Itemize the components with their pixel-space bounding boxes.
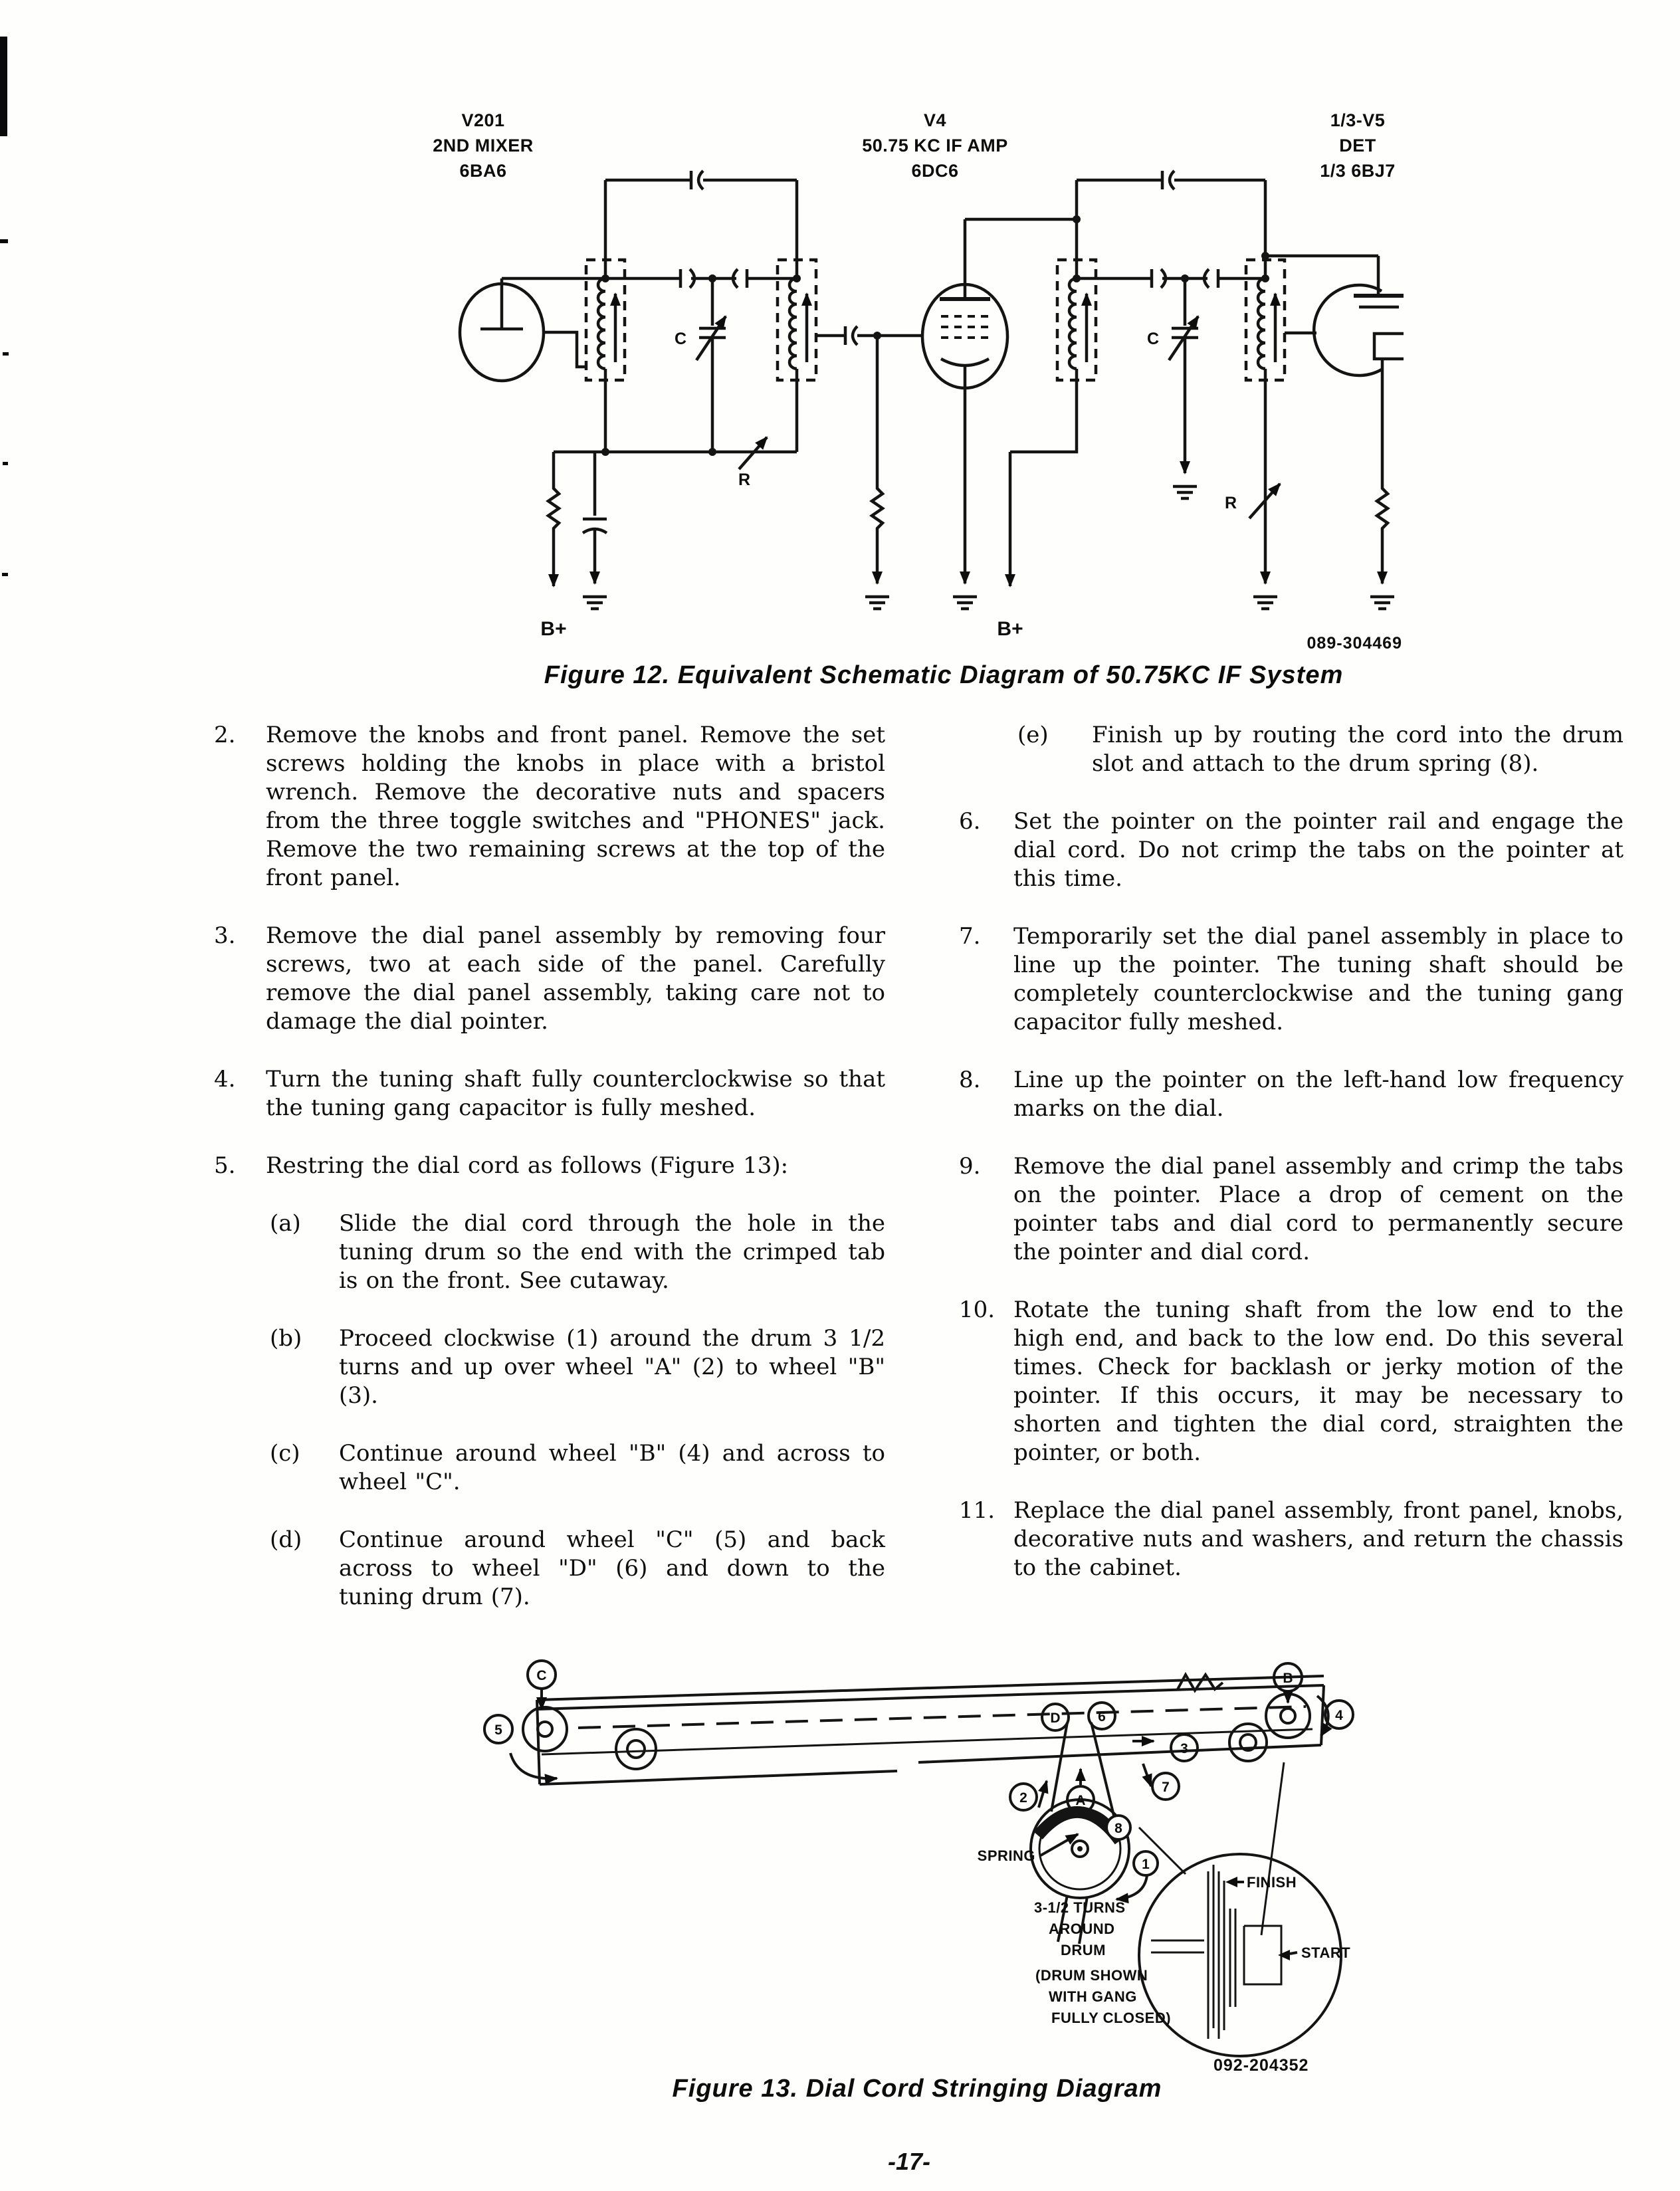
- callout-5: 5: [494, 1722, 502, 1738]
- tube-label-v201: 2ND MIXER: [433, 136, 534, 156]
- callout-2: 2: [1019, 1790, 1027, 1806]
- scan-artifact-mark: [3, 352, 9, 356]
- step-text: Remove the knobs and front panel. Remove the set screws holding the knobs in place with a bristol wrench. Remove the decorative nuts and spacers from the three toggle switches and "PHONES" jack. Remove the two remaining screws at the top of the front panel.: [266, 722, 885, 891]
- resistor-label: R: [1224, 494, 1237, 512]
- figure12-code: 089-304469: [1307, 634, 1402, 651]
- figure12-schematic: [399, 100, 1489, 651]
- ground-icon: [583, 597, 607, 609]
- scan-artifact-bar: [0, 37, 7, 136]
- step-number: 3.: [214, 922, 236, 949]
- coil-icon: [789, 278, 797, 369]
- substep-letter: (b): [270, 1325, 302, 1352]
- callout-7: 7: [1162, 1780, 1170, 1795]
- bplus-label: B+: [997, 618, 1023, 640]
- spring-label: SPRING: [977, 1847, 1035, 1864]
- instruction-step: [959, 922, 1624, 1037]
- step-number: 8.: [959, 1067, 981, 1093]
- substep-text: Proceed clockwise (1) around the drum 3 1/2 turns and up over wheel "A" (2) to wheel "B" (3).: [339, 1325, 885, 1409]
- tube-label-v5: 1/3 6BJ7: [1320, 161, 1396, 181]
- step-number: 11.: [959, 1497, 996, 1524]
- step-number: 10.: [959, 1297, 996, 1323]
- callout-a: A: [1075, 1793, 1086, 1808]
- instructions-right-column: [959, 721, 1624, 1612]
- tube-label-v4: 50.75 KC IF AMP: [862, 136, 1008, 156]
- step-text: Set the pointer on the pointer rail and engage the dial cord. Do not crimp the tabs on the pointer at this time.: [1013, 808, 1624, 892]
- instruction-substep: [214, 1209, 885, 1295]
- substep-text: Finish up by routing the cord into the drum slot and attach to the drum spring (8).: [1092, 722, 1624, 777]
- callout-3: 3: [1180, 1741, 1188, 1756]
- step-number: 7.: [959, 923, 981, 950]
- dial-cord: [1051, 1722, 1067, 1812]
- instruction-step: [959, 1152, 1624, 1267]
- tube-label-v201: V201: [461, 110, 505, 130]
- step-number: 6.: [959, 808, 981, 835]
- turns-note-line: (DRUM SHOWN: [1035, 1967, 1148, 1984]
- instruction-step: [214, 721, 885, 892]
- resistor-icon: [1377, 359, 1388, 583]
- instruction-step: [214, 1152, 885, 1180]
- turns-note-line: 3-1/2 TURNS: [1034, 1899, 1126, 1916]
- capacitor-label: C: [1146, 330, 1160, 348]
- ground-icon: [953, 597, 977, 609]
- junction-dots: [601, 215, 1269, 456]
- ground-icon: [1173, 486, 1197, 498]
- ground-icon: [865, 597, 889, 609]
- tube-label-v4: V4: [923, 110, 947, 130]
- tube-label-v4: 6DC6: [911, 161, 959, 181]
- tube-v5: [1314, 285, 1382, 375]
- tube-label-v5: DET: [1339, 136, 1376, 156]
- page-number: -17-: [887, 2148, 931, 2175]
- finish-label: FINISH: [1247, 1874, 1297, 1891]
- callout-8: 8: [1114, 1821, 1122, 1836]
- figure13-code: 092-204352: [1213, 2056, 1309, 2075]
- substep-text: Slide the dial cord through the hole in the tuning drum so the end with the crimped tab is on the front. See cutaway.: [339, 1210, 885, 1294]
- scan-artifact-mark: [0, 239, 8, 243]
- instruction-step: [959, 1497, 1624, 1582]
- turns-note-line: AROUND: [1049, 1921, 1115, 1937]
- capacitor-label: C: [674, 330, 687, 348]
- scan-artifact-mark: [3, 462, 8, 465]
- ground-icon: [1370, 597, 1394, 609]
- resistor-label: R: [738, 470, 751, 489]
- step-text: Line up the pointer on the left-hand low frequency marks on the dial.: [1013, 1067, 1624, 1122]
- finish-arrow-icon: [1225, 1877, 1237, 1887]
- instruction-step: [959, 1296, 1624, 1467]
- turns-note-line: FULLY CLOSED): [1051, 2010, 1172, 2026]
- instruction-substep: [214, 1439, 885, 1497]
- callout-c: C: [536, 1668, 547, 1683]
- coil-icon: [1258, 278, 1265, 369]
- step-number: 2.: [214, 722, 236, 748]
- callout-1: 1: [1142, 1857, 1150, 1872]
- step-text: Turn the tuning shaft fully counterclockwise so that the tuning gang capacitor is fully meshed.: [266, 1066, 885, 1121]
- instruction-step: [959, 807, 1624, 893]
- turns-note-line: WITH GANG: [1049, 1988, 1137, 2005]
- substep-letter: (c): [270, 1440, 300, 1467]
- resistor-icon: [548, 452, 559, 586]
- wheel-c: [523, 1707, 567, 1751]
- callout-4: 4: [1335, 1708, 1343, 1723]
- instruction-step: [214, 1065, 885, 1122]
- step-number: 4.: [214, 1066, 236, 1093]
- substep-text: Continue around wheel "C" (5) and back across to wheel "D" (6) and down to the tuning drum (7).: [339, 1526, 885, 1610]
- callout-6: 6: [1098, 1709, 1106, 1724]
- substep-text: Continue around wheel "B" (4) and across to wheel "C".: [339, 1440, 885, 1495]
- resistor-icon: [872, 336, 883, 583]
- instruction-step: [214, 922, 885, 1036]
- step-text: Replace the dial panel assembly, front panel, knobs, decorative nuts and washers, and return the chassis to the cabinet.: [1013, 1497, 1624, 1581]
- step-number: 9.: [959, 1153, 981, 1180]
- start-label: START: [1301, 1944, 1351, 1961]
- substep-letter: (d): [270, 1526, 302, 1553]
- substep-letter: (e): [1017, 722, 1049, 748]
- idler-wheel: [616, 1729, 656, 1769]
- step-number: 5.: [214, 1152, 236, 1179]
- start-arrow-icon: [1278, 1950, 1290, 1960]
- pointer-rail: [537, 1675, 1324, 1784]
- turns-note-line: DRUM: [1061, 1942, 1106, 1958]
- step-text: Restring the dial cord as follows (Figure 13):: [266, 1152, 789, 1179]
- substep-letter: (a): [270, 1210, 301, 1237]
- instructions-left-column: [214, 721, 885, 1641]
- callout-d: D: [1050, 1711, 1061, 1726]
- scan-artifact-mark: [2, 573, 8, 576]
- ground-icon: [1253, 597, 1277, 609]
- figure13-caption: Figure 13. Dial Cord Stringing Diagram: [672, 2075, 1162, 2103]
- bplus-label: B+: [540, 618, 567, 640]
- idler-wheel: [1229, 1724, 1267, 1761]
- step-text: Temporarily set the dial panel assembly in place to line up the pointer. The tuning shaft should be completely counterclockwise and the tuning gang capacitor fully meshed.: [1013, 923, 1624, 1035]
- instruction-substep: [214, 1526, 885, 1612]
- callout-b: B: [1283, 1671, 1293, 1686]
- step-text: Remove the dial panel assembly and crimp the tabs on the pointer. Place a drop of cement on the pointer tabs and dial cord to permanently secure the pointer and dial cord.: [1013, 1153, 1624, 1265]
- figure12-caption: Figure 12. Equivalent Schematic Diagram of 50.75KC IF System: [544, 661, 1344, 689]
- instruction-substep: [959, 721, 1624, 778]
- coil-icon: [1069, 278, 1077, 369]
- step-text: Rotate the tuning shaft from the low end to the high end, and back to the low end. Do this several times. Check for backlash or jerky motion of the pointer. If this occurs, it may be necessary to shorten and tighten the dial cord, straighten the pointer, or both.: [1013, 1297, 1624, 1466]
- instruction-substep: [214, 1324, 885, 1410]
- figure13-diagram: [478, 1648, 1475, 2087]
- tube-label-v5: 1/3-V5: [1330, 110, 1386, 130]
- instruction-step: [959, 1066, 1624, 1123]
- tube-label-v201: 6BA6: [459, 161, 507, 181]
- coil-icon: [598, 278, 605, 369]
- step-text: Remove the dial panel assembly by removing four screws, two at each side of the panel. Carefully remove the dial panel assembly, taking care not to damage the dial pointer.: [266, 922, 885, 1035]
